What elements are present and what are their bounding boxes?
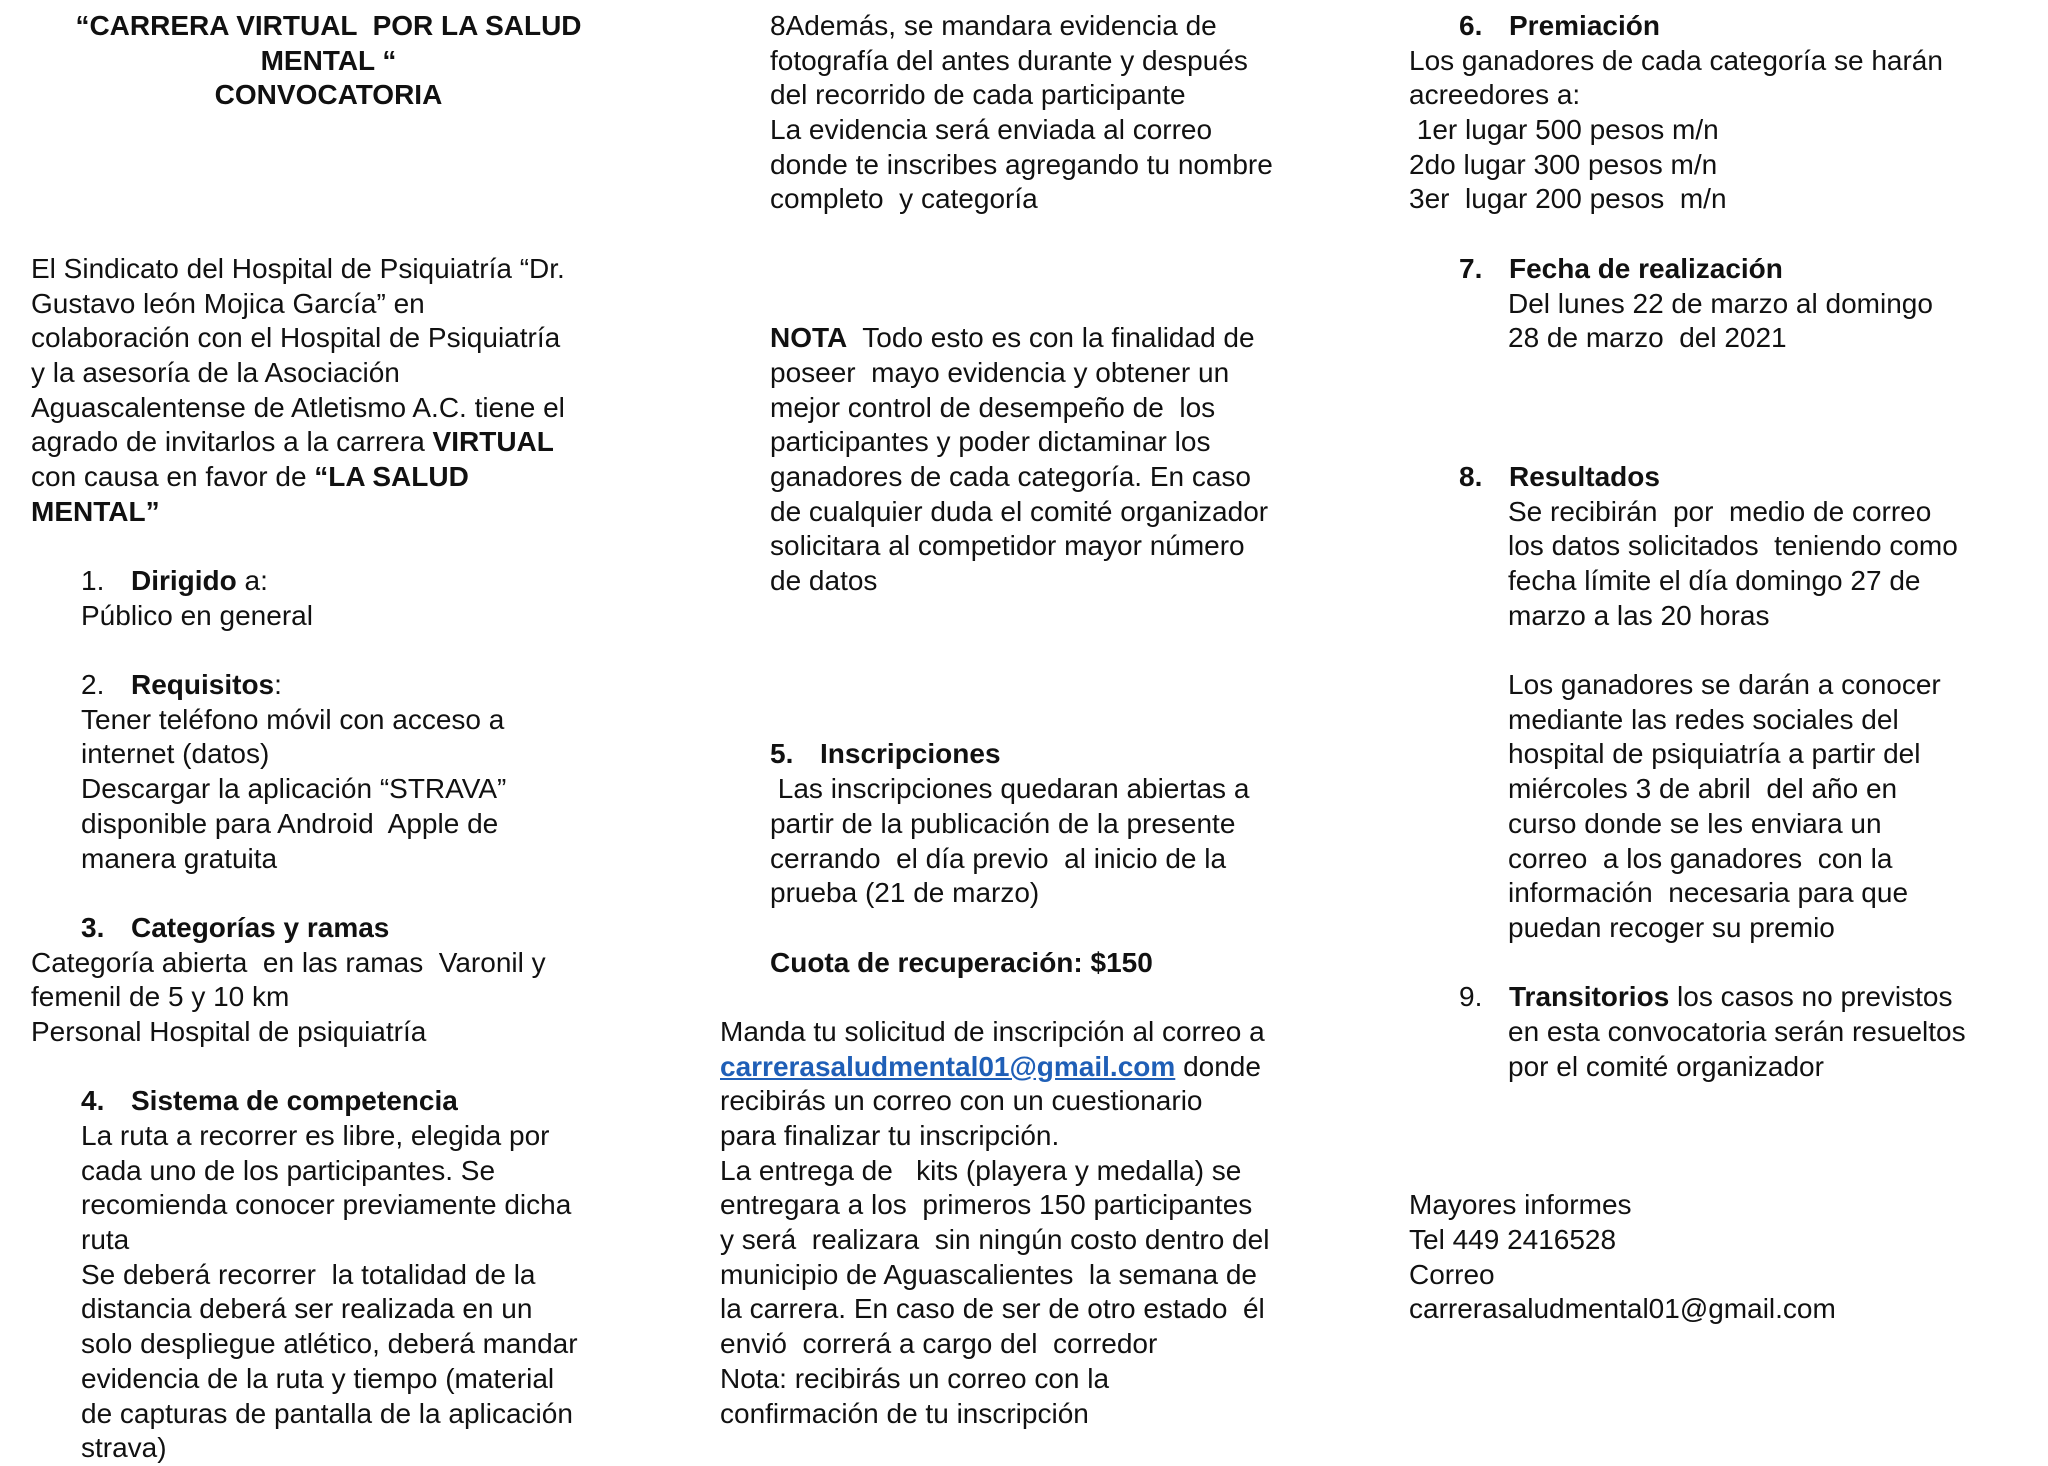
section-title: Fecha de realización xyxy=(1509,252,1783,284)
section-title: Resultados xyxy=(1509,460,1660,492)
intro-line: y la asesoría de la Asociación xyxy=(31,356,400,388)
section-body-line: hospital de psiquiatría a partir del xyxy=(1508,738,1921,770)
body-line: recibirás un correo con un cuestionario xyxy=(720,1085,1203,1117)
section-body-line: correo a los ganadores con la xyxy=(1508,842,1893,874)
intro-line xyxy=(31,425,651,460)
intro-line xyxy=(31,460,651,495)
section-body-line: fecha límite el día domingo 27 de xyxy=(1508,565,1921,596)
section-body-line: Las inscripciones quedaran abiertas a xyxy=(770,773,1250,805)
section-requisitos xyxy=(31,668,651,876)
section-heading xyxy=(1409,9,2029,44)
contact-info xyxy=(1409,1188,2029,1327)
section-number: 4. xyxy=(81,1085,105,1117)
section-heading xyxy=(31,1084,651,1119)
section-heading xyxy=(31,668,651,703)
body-line: donde te inscribes agregando tu nombre xyxy=(770,148,1273,180)
section-inscripciones xyxy=(720,737,1340,910)
section-body-line: 2do lugar 300 pesos m/n xyxy=(1409,148,1718,180)
section-body-line: disponible para Android Apple de xyxy=(81,807,499,839)
section-heading xyxy=(720,737,1340,772)
title-line-3: CONVOCATORIA xyxy=(214,79,443,111)
section-body-line: distancia deberá ser realizada en un xyxy=(81,1293,533,1325)
section-body-line: cerrando el día previo al inicio de la xyxy=(770,842,1227,874)
column-right xyxy=(1409,9,2029,1327)
section-heading xyxy=(1409,980,2029,1015)
section-body-line: Los ganadores se darán a conocer xyxy=(1508,669,1941,701)
section-heading xyxy=(31,911,651,946)
section-suffix: : xyxy=(274,669,282,701)
intro-line: MENTAL” xyxy=(31,495,160,527)
section-number: 8. xyxy=(1459,460,1483,492)
body-line: del recorrido de cada participante xyxy=(770,79,1186,111)
section-title: Transitorios xyxy=(1509,981,1670,1013)
section-body-line: internet (datos) xyxy=(81,738,270,770)
section-transitorios xyxy=(1409,980,2029,1084)
document-title xyxy=(31,9,626,113)
section-body-line: 1er lugar 500 pesos m/n xyxy=(1409,114,1719,146)
body-line: La entrega de kits (playera y medalla) se xyxy=(720,1154,1242,1186)
section-body-line: femenil de 5 y 10 km xyxy=(31,981,290,1013)
intro-text: con causa en favor de xyxy=(31,460,315,492)
body-line: mejor control de desempeño de los xyxy=(770,391,1216,423)
body-line: Nota: recibirás un correo con la xyxy=(720,1362,1110,1394)
contact-line: Mayores informes xyxy=(1409,1189,1632,1221)
section-number: 6. xyxy=(1459,10,1483,41)
section-resultados xyxy=(1409,460,2029,946)
section-body-line: mediante las redes sociales del xyxy=(1508,703,1899,735)
email-link[interactable]: carrerasaludmental01@gmail.com xyxy=(720,1050,1176,1082)
section-number: 9. xyxy=(1459,981,1483,1013)
intro-line: colaboración con el Hospital de Psiquiatría xyxy=(31,322,561,354)
body-line: solicitara al competidor mayor número xyxy=(770,530,1245,562)
column-left xyxy=(31,9,651,1466)
section-fecha xyxy=(1409,252,2029,356)
registration-paragraph xyxy=(720,1015,1340,1431)
section-suffix: a: xyxy=(236,565,268,596)
section-body-line: recomienda conocer previamente dicha xyxy=(81,1189,572,1221)
section-body-line: 28 de marzo del 2021 xyxy=(1508,322,1787,354)
section-body-line: marzo a las 20 horas xyxy=(1508,599,1770,631)
body-line: Manda tu solicitud de inscripción al correo a xyxy=(720,1015,1265,1047)
column-middle xyxy=(720,9,1340,1431)
section-body-line: Público en general xyxy=(81,599,313,631)
section-categorias xyxy=(31,911,651,1050)
section-body-line: Se deberá recorrer la totalidad de la xyxy=(81,1258,536,1290)
section-text: los casos no previstos xyxy=(1669,981,1953,1013)
body-line: ganadores de cada categoría. En caso xyxy=(770,460,1252,492)
section-body-line: los datos solicitados teniendo como xyxy=(1508,530,1958,562)
body-line: 8Además, se mandara evidencia de xyxy=(770,10,1217,41)
nota-label: NOTA xyxy=(770,322,848,354)
intro-text: agrado de invitarlos a la carrera xyxy=(31,426,433,458)
nota-text: Todo esto es con la finalidad de xyxy=(847,322,1255,354)
intro-line: El Sindicato del Hospital de Psiquiatría “Dr. xyxy=(31,252,565,284)
section-body-line: evidencia de la ruta y tiempo (material xyxy=(81,1362,555,1394)
section-number: 5. xyxy=(770,738,794,770)
body-line xyxy=(720,321,1340,356)
section-body-line: Tener teléfono móvil con acceso a xyxy=(81,703,505,735)
section-number: 3. xyxy=(81,911,105,943)
section-body-line: Del lunes 22 de marzo al domingo xyxy=(1508,287,1933,319)
section-body-line: manera gratuita xyxy=(81,842,278,874)
contact-line: Tel 449 2416528 xyxy=(1409,1224,1617,1256)
section-heading xyxy=(1409,252,2029,287)
section-body-line: Categoría abierta en las ramas Varonil y xyxy=(31,946,546,978)
section-body-line: de capturas de pantalla de la aplicación xyxy=(81,1397,573,1429)
section-body-line: miércoles 3 de abril del año en xyxy=(1508,773,1898,805)
intro-paragraph xyxy=(31,252,651,530)
body-line: la carrera. En caso de ser de otro estado él xyxy=(720,1293,1265,1325)
body-line: La evidencia será enviada al correo xyxy=(770,114,1213,146)
body-line: poseer mayo evidencia y obtener un xyxy=(770,356,1230,388)
section-body-line: 3er lugar 200 pesos m/n xyxy=(1409,183,1727,215)
intro-bold: VIRTUAL xyxy=(432,426,554,458)
section-body-line: información necesaria para que xyxy=(1508,877,1909,909)
section-body-line: puedan recoger su premio xyxy=(1508,911,1835,943)
body-line: para finalizar tu inscripción. xyxy=(720,1120,1060,1151)
intro-line: Gustavo león Mojica García” en xyxy=(31,287,425,319)
section-body-line: Descargar la aplicación “STRAVA” xyxy=(81,773,507,805)
contact-line: Correo xyxy=(1409,1258,1495,1290)
body-line: completo y categoría xyxy=(770,183,1038,215)
section-body-line: por el comité organizador xyxy=(1508,1050,1824,1082)
body-line: entregara a los primeros 150 participantes xyxy=(720,1189,1253,1221)
body-line: de cualquier duda el comité organizador xyxy=(770,495,1269,527)
section-body-line: partir de la publicación de la presente xyxy=(770,807,1236,839)
section-body-line: Los ganadores de cada categoría se harán xyxy=(1409,44,1943,76)
section-body-line: en esta convocatoria serán resueltos xyxy=(1508,1015,1966,1047)
section-body-line: ruta xyxy=(81,1224,130,1256)
email-suffix: donde xyxy=(1175,1050,1261,1082)
section-body-line: Personal Hospital de psiquiatría xyxy=(31,1015,427,1047)
section-body-line: cada uno de los participantes. Se xyxy=(81,1154,496,1186)
section-body-line: acreedores a: xyxy=(1409,79,1581,111)
section-heading xyxy=(31,564,651,599)
cuota-recuperacion: Cuota de recuperación: $150 xyxy=(770,946,1153,978)
section-heading xyxy=(1409,460,2029,495)
section-number: 7. xyxy=(1459,252,1483,284)
section-premiacion xyxy=(1409,9,2029,217)
section-body-line: prueba (21 de marzo) xyxy=(770,877,1040,909)
contact-email: carrerasaludmental01@gmail.com xyxy=(1409,1293,1836,1325)
section-title: Dirigido xyxy=(131,565,237,596)
evidence-paragraph xyxy=(720,9,1340,217)
body-line: municipio de Aguascalientes la semana de xyxy=(720,1258,1258,1290)
body-line: de datos xyxy=(770,565,878,596)
nota-paragraph xyxy=(720,321,1340,599)
section-body-line: curso donde se les enviara un xyxy=(1508,807,1882,839)
section-title: Sistema de competencia xyxy=(131,1085,458,1117)
body-line: y será realizara sin ningún costo dentro del xyxy=(720,1224,1270,1256)
section-body-line: strava) xyxy=(81,1432,167,1464)
section-body-line: La ruta a recorrer es libre, elegida por xyxy=(81,1120,550,1151)
body-line xyxy=(720,1050,1340,1085)
section-title: Requisitos xyxy=(131,669,275,701)
section-title: Premiación xyxy=(1509,10,1660,41)
title-line-2: MENTAL “ xyxy=(260,44,397,76)
body-line: confirmación de tu inscripción xyxy=(720,1397,1089,1429)
section-number: 2. xyxy=(81,669,105,701)
section-body-line: solo despliegue atlético, deberá mandar xyxy=(81,1328,578,1360)
title-line-1: “CARRERA VIRTUAL POR LA SALUD xyxy=(75,10,582,41)
body-line: participantes y poder dictaminar los xyxy=(770,426,1211,458)
section-dirigido xyxy=(31,564,651,633)
intro-line: Aguascalentense de Atletismo A.C. tiene el xyxy=(31,391,565,423)
section-number: 1. xyxy=(81,565,105,596)
section-title: Inscripciones xyxy=(820,738,1001,770)
section-sistema-competencia xyxy=(31,1084,651,1466)
body-line: fotografía del antes durante y después xyxy=(770,44,1248,76)
intro-bold: “LA SALUD xyxy=(314,460,469,492)
section-title: Categorías y ramas xyxy=(131,911,390,943)
body-line: envió correrá a cargo del corredor xyxy=(720,1328,1158,1360)
section-body-line: Se recibirán por medio de correo xyxy=(1508,495,1932,527)
